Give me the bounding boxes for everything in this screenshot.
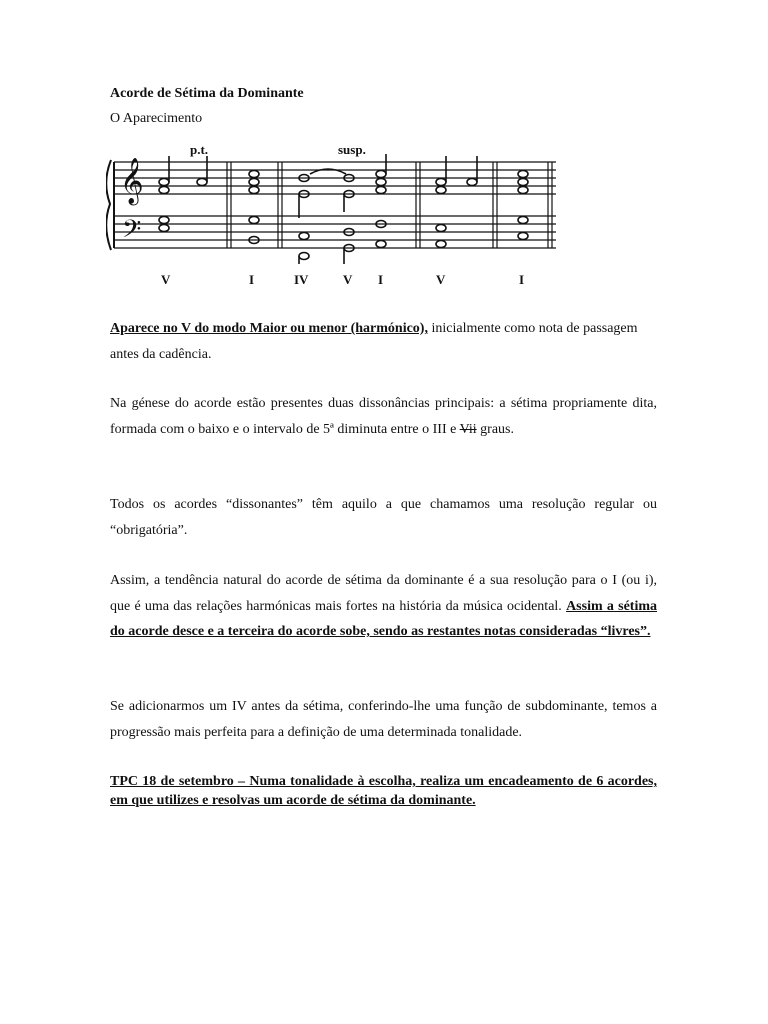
roman-numeral: I	[519, 272, 525, 287]
struck-text: Vii	[459, 421, 477, 437]
roman-numeral: IV	[294, 272, 309, 287]
bass-clef-icon: 𝄢	[122, 215, 142, 250]
roman-numeral: V	[436, 272, 446, 287]
document-title: Acorde de Sétima da Dominante	[110, 86, 304, 101]
homework-assignment: TPC 18 de setembro – Numa tonalidade à escolha, realiza um encadeamento de 6 acordes, em que utilizes e resolvas um acorde de sétima da dominante.	[110, 774, 657, 808]
paragraph-emphasis: Assim a sétima do acorde desce e a terceira do acorde sobe, sendo as restantes notas consideradas “livres”.	[110, 598, 657, 639]
paragraph-text: graus.	[476, 421, 514, 437]
roman-numeral: I	[378, 272, 384, 287]
roman-numeral: I	[249, 272, 255, 287]
suspension-annotation: susp.	[338, 142, 366, 157]
paragraph-subdominant: Se adicionarmos um IV antes da sétima, conferindo-lhe uma função de subdominante, temos a progressão mais perfeita para a definição de uma determinada tonalidade.	[110, 699, 657, 740]
roman-numeral: V	[343, 272, 353, 287]
paragraph-text: inicialmente como nota de passagem antes da cadência.	[110, 321, 638, 362]
document-subtitle: O Aparecimento	[110, 111, 203, 126]
paragraph-text: Na génese do acorde estão presentes duas dissonâncias principais: a sétima propriamente dita, formada com o baixo e o intervalo de 5ª diminuta entre o III e	[110, 396, 657, 437]
treble-clef-icon: 𝄞	[120, 158, 144, 204]
paragraph-genesis	[110, 391, 657, 442]
music-score-figure	[106, 138, 566, 288]
passing-tone-annotation: p.t.	[190, 142, 209, 157]
paragraph-text: Assim, a tendência natural do acorde de sétima da dominante é a sua resolução para o I (ou i), que é uma das relações harmónicas mais fortes na história da música ocidental.	[110, 573, 657, 614]
paragraph-emphasis: Aparece no V do modo Maior ou menor (harmónico),	[110, 321, 428, 336]
roman-numeral: V	[161, 272, 171, 287]
paragraph-resolution	[110, 568, 657, 645]
paragraph-appearance	[110, 316, 657, 367]
paragraph-dissonant-chords: Todos os acordes “dissonantes” têm aquilo a que chamamos uma resolução regular ou “obrigatória”.	[110, 497, 657, 538]
